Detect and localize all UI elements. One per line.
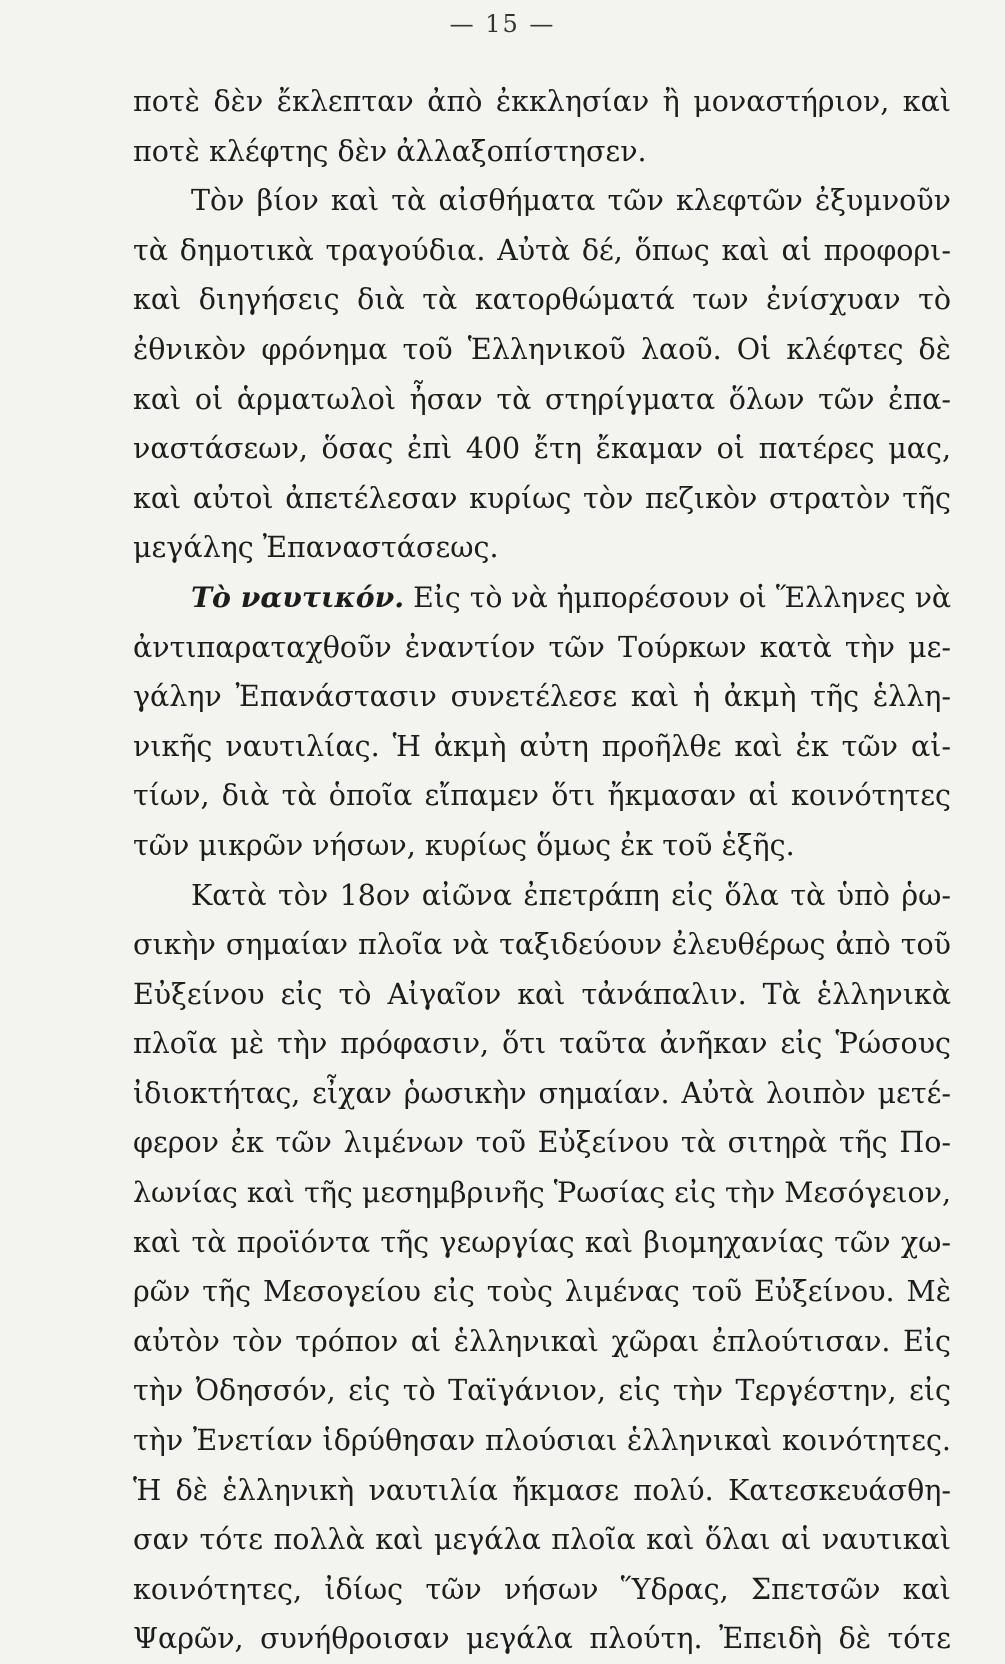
text-line: τῶν μικρῶν νήσων, κυρίως ὅμως ἐκ τοῦ ἑξῆς. — [133, 828, 795, 862]
text-line: Κατὰ τὸν 18ον αἰῶνα ἐπετράπη εἰς ὅλα τὰ ὑπὸ ῥω- — [191, 878, 951, 912]
text-line: φερον ἐκ τῶν λιμένων τοῦ Εὐξείνου τὰ σιτηρὰ τῆς Πο- — [133, 1126, 951, 1160]
text-line — [133, 573, 951, 623]
text-line: καὶ τὰ προϊόντα τῆς γεωργίας καὶ βιομηχανίας τῶν χω- — [133, 1225, 951, 1259]
text-line: Ψαρῶν, συνήθροισαν μεγάλα πλούτη. Ἐπειδὴ δὲ τότε — [133, 1622, 951, 1656]
text-line: τίων, διὰ τὰ ὁποῖα εἴπαμεν ὅτι ἤκμασαν αἱ κοινότητες — [133, 779, 951, 813]
text-line: μεγάλης Ἐπαναστάσεως. — [133, 531, 499, 565]
text-line: σικὴν σημαίαν πλοῖα νὰ ταξιδεύουν ἐλευθέρως ἀπὸ τοῦ — [133, 928, 951, 962]
text-line: γάλην Ἐπανάστασιν συνετέλεσε καὶ ἡ ἀκμὴ τῆς ἑλλη- — [133, 680, 951, 714]
text-line: ἰδιοκτήτας, εἶχαν ῥωσικὴν σημαίαν. Αὐτὰ λοιπὸν μετέ- — [133, 1076, 951, 1110]
text-line: πλοῖα μὲ τὴν πρόφασιν, ὅτι ταῦτα ἀνῆκαν εἰς Ῥώσους — [133, 1027, 951, 1061]
text-line: καὶ διηγήσεις διὰ τὰ κατορθώματά των ἐνίσχυαν τὸ — [133, 283, 951, 317]
text-line: ποτὲ δὲν ἔκλεπταν ἀπὸ ἐκκλησίαν ἢ μοναστήριον, καὶ — [133, 85, 951, 118]
text-line: Εὐξείνου εἰς τὸ Αἰγαῖον καὶ τἀνάπαλιν. Τὰ ἑλληνικὰ — [133, 977, 951, 1011]
text-line: Τὸν βίον καὶ τὰ αἰσθήματα τῶν κλεφτῶν ἐξυμνοῦν — [191, 184, 951, 218]
text-line: καὶ οἱ ἁρματωλοὶ ἦσαν τὰ στηρίγματα ὅλων τῶν ἐπα- — [133, 382, 951, 416]
text-fragment: Εἰς τὸ νὰ ἠμπορέσουν οἱ Ἕλληνες νὰ — [413, 580, 952, 614]
text-line: τὰ δημοτικὰ τραγούδια. Αὐτὰ δέ, ὅπως καὶ αἱ προφορι- — [133, 233, 951, 267]
text-line: καὶ αὐτοὶ ἀπετέλεσαν κυρίως τὸν πεζικὸν στρατὸν τῆς — [133, 481, 951, 515]
text-line: λωνίας καὶ τῆς μεσημβρινῆς Ῥωσίας εἰς τὴν Μεσόγειον, — [133, 1176, 951, 1210]
text-line: τὴν Ἐνετίαν ἱδρύθησαν πλούσιαι ἑλληνικαὶ κοινότητες. — [133, 1424, 951, 1458]
text-line: ἐθνικὸν φρόνημα τοῦ Ἑλληνικοῦ λαοῦ. Οἱ κλέφτες δὲ — [133, 332, 951, 366]
text-line: ρῶν τῆς Μεσογείου εἰς τοὺς λιμένας τοῦ Εὐξείνου. Μὲ — [133, 1275, 951, 1309]
text-line: Ἡ δὲ ἑλληνικὴ ναυτιλία ἤκμασε πολύ. Κατεσκευάσθη- — [133, 1473, 951, 1507]
page-number: — 15 — — [449, 10, 556, 38]
body-text — [133, 77, 951, 1664]
text-line: σαν τότε πολλὰ καὶ μεγάλα πλοῖα καὶ ὅλαι αἱ ναυτικαὶ — [133, 1523, 951, 1557]
text-line: αὐτὸν τὸν τρόπον αἱ ἑλληνικαὶ χῶραι ἐπλούτισαν. Εἰς — [133, 1324, 951, 1358]
text-line: ναστάσεων, ὅσας ἐπὶ 400 ἔτη ἔκαμαν οἱ πατέρες μας, — [133, 432, 951, 466]
section-heading: Τὸ ναυτικόν. — [191, 579, 405, 614]
text-line: κοινότητες, ἰδίως τῶν νήσων Ὕδρας, Σπετσῶν καὶ — [133, 1572, 951, 1606]
text-line: ποτὲ κλέφτης δὲν ἀλλαξοπίστησεν. — [133, 134, 647, 168]
text-line: τὴν Ὀδησσόν, εἰς τὸ Ταϊγάνιον, εἰς τὴν Τεργέστην, εἰς — [133, 1374, 951, 1408]
text-line: νικῆς ναυτιλίας. Ἡ ἀκμὴ αὐτη προῆλθε καὶ ἐκ τῶν αἰ- — [133, 729, 951, 763]
text-line: ἀντιπαραταχθοῦν ἐναντίον τῶν Τούρκων κατὰ τὴν με- — [133, 630, 951, 664]
